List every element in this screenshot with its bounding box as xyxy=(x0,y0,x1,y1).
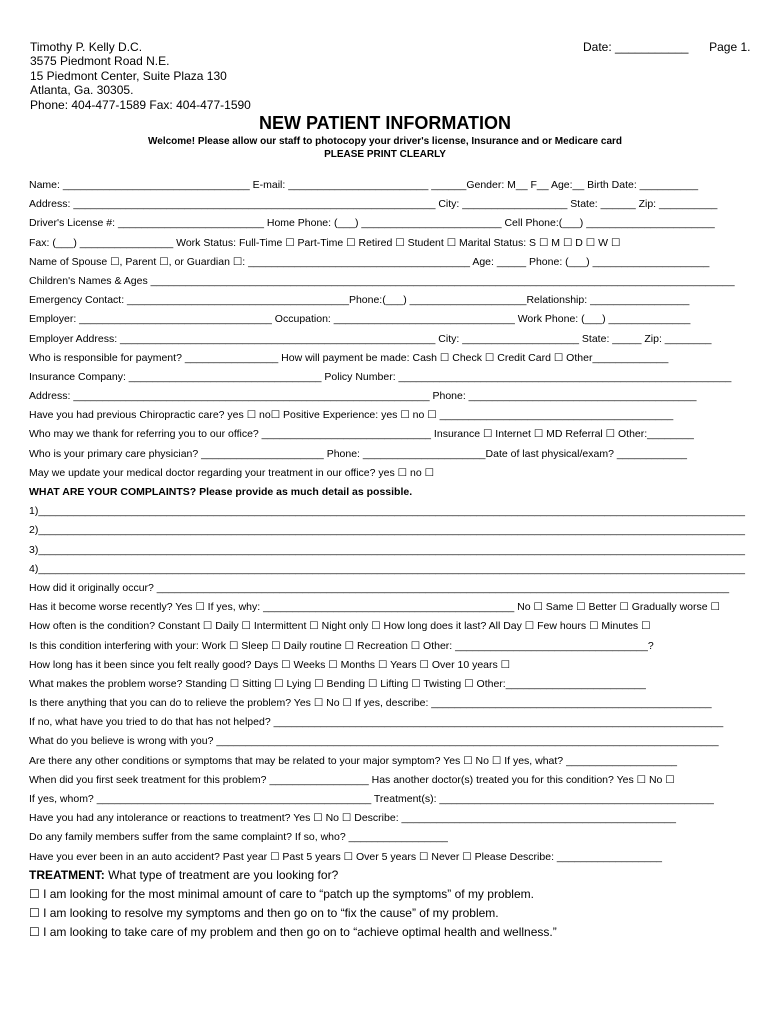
form-row-first-treatment[interactable] xyxy=(29,771,749,790)
form-row-text: May we update your medical doctor regarding your treatment in our office? yes ☐ no ☐ xyxy=(29,466,435,479)
treatment-section xyxy=(29,866,557,942)
treatment-option-3[interactable]: ☐ I am looking to take care of my problem and then go on to “achieve optimal health and wellness.” xyxy=(29,925,557,939)
complaint-line-3[interactable] xyxy=(29,541,749,560)
form-row-employer-address[interactable] xyxy=(29,330,749,349)
form-row-auto-accident[interactable] xyxy=(29,848,749,867)
form-row-insurance[interactable] xyxy=(29,368,749,387)
form-row-text: If yes, whom? _______________________________________________ Treatment(s): _______________________________________________ xyxy=(29,793,714,805)
form-row-other-conditions[interactable] xyxy=(29,752,749,771)
form-row-frequency[interactable] xyxy=(29,617,749,636)
page-number: Page 1. xyxy=(709,40,751,54)
form-row-text: Children's Names & Ages ____________________________________________________________________________________________________ xyxy=(29,274,735,287)
form-row-text: How often is the condition? Constant ☐ Daily ☐ Intermittent ☐ Night only ☐ How long does it last? All Day ☐ Few hours ☐ Minutes ☐ xyxy=(29,620,651,633)
form-row-text: Is this condition interfering with your: Work ☐ Sleep ☐ Daily routine ☐ Recreation ☐ Other: _________________________________? xyxy=(29,639,654,652)
form-row-family[interactable] xyxy=(29,828,749,847)
form-row-text: What makes the problem worse? Standing ☐ Sitting ☐ Lying ☐ Bending ☐ Lifting ☐ Twisting ☐ Other:________________________ xyxy=(29,677,646,690)
form-row-text: Employer: _________________________________ Occupation: _______________________________ Work Phone: (___) ______________ xyxy=(29,313,691,326)
form-row-text: Address: _____________________________________________________________ Phone: _______________________________________ xyxy=(29,390,697,403)
form-row-text: Fax: (___) ________________ Work Status: Full-Time ☐ Part-Time ☐ Retired ☐ Student ☐ Marital Status: S ☐ M ☐ D ☐ W ☐ xyxy=(29,236,621,249)
form-row-text: Emergency Contact: ______________________________________Phone:(___) ____________________Relationship: _________________ xyxy=(29,294,690,307)
practice-header xyxy=(30,40,251,112)
date-label: Date: ___________ xyxy=(583,40,689,54)
form-row-referral[interactable] xyxy=(29,425,749,444)
form-row-text: How long has it been since you felt really good? Days ☐ Weeks ☐ Months ☐ Years ☐ Over 10 years ☐ xyxy=(29,658,511,671)
treatment-question-text: What type of treatment are you looking for? xyxy=(104,868,339,882)
practice-street: 3575 Piedmont Road N.E. xyxy=(30,54,170,69)
form-row-intolerance[interactable] xyxy=(29,809,749,828)
complaints-heading xyxy=(29,483,749,502)
form-row-license[interactable] xyxy=(29,214,749,233)
form-row-text: Are there any other conditions or symptoms that may be related to your major symptom? Yes ☐ No ☐ If yes, what? ___________________ xyxy=(29,754,678,767)
form-row-interfering[interactable] xyxy=(29,637,749,656)
form-row-text: 1)_________________________________________________________________________________________________________________________ xyxy=(29,505,745,518)
practice-name: Timothy P. Kelly D.C. xyxy=(30,40,143,54)
form-row-text: Have you ever been in an auto accident? Past year ☐ Past 5 years ☐ Over 5 years ☐ Never ☐ Please Describe: __________________ xyxy=(29,850,663,863)
form-row-payment[interactable] xyxy=(29,349,749,368)
form-row-believe-wrong[interactable] xyxy=(29,732,749,751)
form-row-children[interactable] xyxy=(29,272,749,291)
form-row-emergency[interactable] xyxy=(29,291,749,310)
patient-form xyxy=(29,176,749,867)
page-title: NEW PATIENT INFORMATION xyxy=(259,113,511,133)
form-row-felt-good[interactable] xyxy=(29,656,749,675)
form-row-text: 3)_________________________________________________________________________________________________________________________ xyxy=(29,543,745,556)
form-row-text: What do you believe is wrong with you? ______________________________________________________________________________________ xyxy=(29,735,719,748)
treatment-label: TREATMENT: xyxy=(29,868,105,882)
form-row-text: Who is responsible for payment? ________________ How will payment be made: Cash ☐ Check ☐ Credit Card ☐ Other_____________ xyxy=(29,351,669,364)
welcome-message: Welcome! Please allow our staff to photocopy your driver's license, Insurance and or Medicare card xyxy=(148,136,622,147)
form-row-text: 2)_________________________________________________________________________________________________________________________ xyxy=(29,524,745,537)
form-row-not-helped[interactable] xyxy=(29,713,749,732)
form-row-fax[interactable] xyxy=(29,234,749,253)
form-row-name[interactable] xyxy=(29,176,749,195)
form-row-spouse[interactable] xyxy=(29,253,749,272)
form-row-relieve[interactable] xyxy=(29,694,749,713)
form-row-text: If no, what have you tried to do that has not helped? _____________________________________________________________________________ xyxy=(29,716,724,729)
form-row-text: Who may we thank for referring you to our office? _____________________________ Insurance ☐ Internet ☐ MD Referral ☐ Other:________ xyxy=(29,428,694,441)
form-row-text: Driver's License #: _________________________ Home Phone: (___) ________________________ Cell Phone:(___) ______________________ xyxy=(29,217,715,230)
form-row-text: Name: ________________________________ E-mail: ________________________ ______Gender: M__ F__ Age:__ Birth Date: __________ xyxy=(29,179,699,191)
form-row-text: When did you first seek treatment for this problem? _________________ Has another doctor(s) treated you for this condition? Yes ☐ No ☐ xyxy=(29,773,675,786)
date-field[interactable] xyxy=(583,40,751,54)
practice-city: Atlanta, Ga. 30305. xyxy=(30,83,134,98)
complaint-line-2[interactable] xyxy=(29,521,749,540)
form-row-origin[interactable] xyxy=(29,579,749,598)
form-row-update-md[interactable] xyxy=(29,464,749,483)
form-row-text: Insurance Company: _________________________________ Policy Number: _________________________________________________________ xyxy=(29,370,732,383)
complaint-line-1[interactable] xyxy=(29,502,749,521)
welcome-text xyxy=(0,135,770,161)
practice-phone-fax: Phone: 404-477-1589 Fax: 404-477-1590 xyxy=(30,97,251,112)
form-row-text: How did it originally occur? __________________________________________________________________________________________________ xyxy=(29,581,730,594)
complaint-line-4[interactable] xyxy=(29,560,749,579)
form-row-text: Is there anything that you can do to relieve the problem? Yes ☐ No ☐ If yes, describe: ________________________________________________ xyxy=(29,697,712,710)
form-row-worse[interactable] xyxy=(29,598,749,617)
form-row-text: 4)_________________________________________________________________________________________________________________________ xyxy=(29,562,745,575)
form-row-whom[interactable] xyxy=(29,790,749,809)
treatment-option-1[interactable]: ☐ I am looking for the most minimal amount of care to “patch up the symptoms” of my problem. xyxy=(29,887,534,901)
complaints-heading-text: WHAT ARE YOUR COMPLAINTS? Please provide as much detail as possible. xyxy=(29,486,413,498)
treatment-question xyxy=(29,866,557,885)
form-row-text: Name of Spouse ☐, Parent ☐, or Guardian ☐: ______________________________________ Age: _____ Phone: (___) ____________________ xyxy=(29,255,710,268)
form-row-address[interactable] xyxy=(29,195,749,214)
form-row-text: Address: ______________________________________________________________ City: __________________ State: ______ Zip: __________ xyxy=(29,198,718,211)
form-row-text: Employer Address: ______________________________________________________ City: ____________________ State: _____ Zip: ________ xyxy=(29,332,712,345)
practice-suite: 15 Piedmont Center, Suite Plaza 130 xyxy=(30,68,227,83)
form-row-employer[interactable] xyxy=(29,310,749,329)
form-row-physician[interactable] xyxy=(29,445,749,464)
form-row-text: Who is your primary care physician? _____________________ Phone: _____________________Date of last physical/exam? ____________ xyxy=(29,447,687,460)
form-row-chiro-care[interactable] xyxy=(29,406,749,425)
treatment-option-2[interactable]: ☐ I am looking to resolve my symptoms and then go on to “fix the cause” of my problem. xyxy=(29,906,499,920)
form-row-text: Have you had any intolerance or reactions to treatment? Yes ☐ No ☐ Describe: _______________________________________________ xyxy=(29,812,676,825)
form-row-text: Do any family members suffer from the same complaint? If so, who? _________________ xyxy=(29,831,448,844)
form-row-text: Has it become worse recently? Yes ☐ If yes, why: ___________________________________________ No ☐ Same ☐ Better ☐ Gradually worse ☐ xyxy=(29,601,720,614)
print-instruction: PLEASE PRINT CLEARLY xyxy=(324,149,446,160)
form-row-text: Have you had previous Chiropractic care? yes ☐ no☐ Positive Experience: yes ☐ no ☐ ________________________________________ xyxy=(29,409,674,422)
form-row-insurance-address[interactable] xyxy=(29,387,749,406)
form-row-makes-worse[interactable] xyxy=(29,675,749,694)
